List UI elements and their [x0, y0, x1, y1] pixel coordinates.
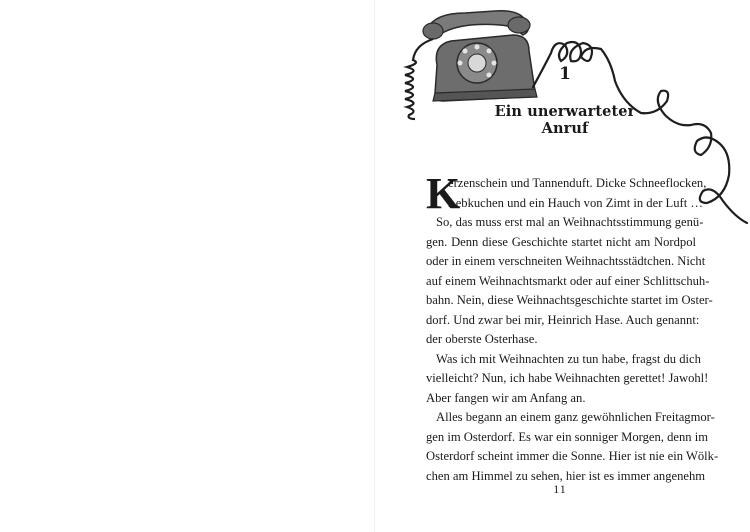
- body-line: gen. Denn diese Geschichte startet nicht am Nordpol: [426, 234, 696, 249]
- dropcap-paragraph-start: [426, 169, 707, 218]
- rotary-phone-icon: [423, 11, 537, 101]
- body-line: gen im Osterdorf. Es war ein sonniger Morgen, denn im: [426, 429, 709, 444]
- dropcap-letter: K: [426, 169, 461, 218]
- chapter-body-text: [426, 169, 719, 486]
- body-line: dorf. Und zwar bei mir, Heinrich Hase. Auch genannt:: [426, 312, 700, 327]
- body-line: Lebkuchen und ein Hauch von Zimt in der Luft …: [448, 195, 703, 210]
- body-line: Was ich mit Weihnachten zu tun habe, fragst du dich: [436, 351, 701, 366]
- body-line: bahn. Nein, diese Weihnachtsgeschichte startet im Oster-: [426, 293, 713, 307]
- body-line: So, das muss erst mal an Weihnachtsstimmung genü-: [436, 215, 704, 229]
- body-lines: [426, 213, 719, 486]
- body-line: vielleicht? Nun, ich habe Weihnachten gerettet! Jawohl!: [426, 371, 709, 385]
- book-gutter: [374, 0, 375, 532]
- body-line: Aber fangen wir am Anfang an.: [426, 390, 586, 405]
- chapter-title: Ein unerwarteter Anruf: [494, 103, 636, 137]
- body-line: Alles begann an einem ganz gewöhnlichen Freitagmor-: [436, 410, 715, 424]
- body-line: der oberste Osterhase.: [426, 332, 538, 346]
- page-number: 11: [553, 482, 567, 496]
- body-line: Osterdorf scheint immer die Sonne. Hier ist nie ein Wölk-: [426, 449, 719, 463]
- body-line: auf einem Weihnachtsmarkt oder auf einer Schlittschuh-: [426, 273, 710, 288]
- body-line: oder in einem verschneiten Weihnachtsstädtchen. Nicht: [426, 254, 706, 268]
- body-line: erzenschein und Tannenduft. Dicke Schneeflocken,: [448, 176, 707, 190]
- chapter-number: 1: [559, 64, 571, 84]
- body-line: chen am Himmel zu sehen, hier ist es immer angenehm: [426, 468, 706, 483]
